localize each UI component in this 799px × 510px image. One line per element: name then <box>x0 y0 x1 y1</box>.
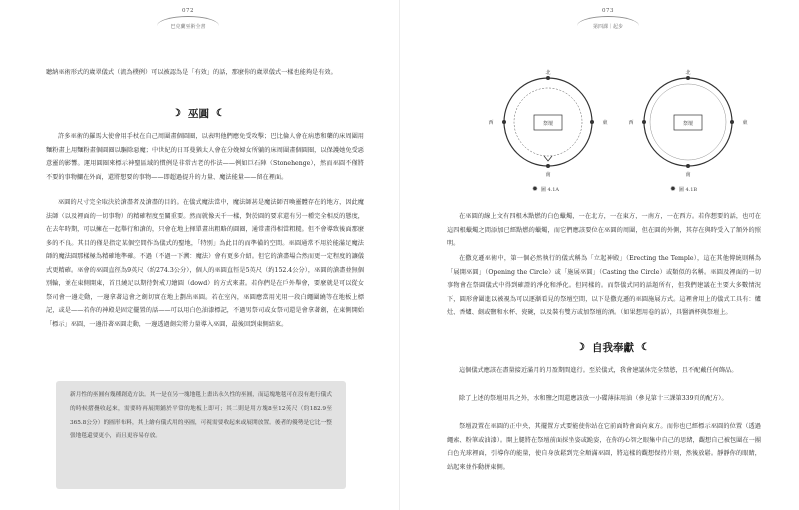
west-candle-dot <box>502 120 506 124</box>
east-candle-dot <box>590 120 594 124</box>
caption-text: 圖 4.1B <box>678 187 698 193</box>
north-candle-dot <box>686 76 690 80</box>
figure-caption-b <box>670 186 697 193</box>
west-candle-dot <box>642 120 646 124</box>
west-label: 西 <box>628 120 634 126</box>
section-heading-dedication <box>576 340 650 355</box>
paragraph-circle-history: 許多巫術的羅馬大使會用手杖在自己周圍畫個圓圈，以表明他們應免受攻擊；巴比倫人會在病患和藥的床周圍用麵粉畫上用麵粉畫個圓圈以驅除惡魔；中世紀的日耳曼猶太人會在分娩婦女所躺的床周圍畫個圓圈，以保護她免受惡意靈的影響。運用圓圈來標示神聖區域的慣例是非常古老的作法——例如巨石陣（Stonehenge），然而巫圓不僅將不要的事物攔在外面，還將想要的事物——即超過提升的力量、魔法能量——留在裡面。 <box>46 133 364 181</box>
paragraph-circle-size: 巫圓的尺寸完全取決於滄盡者及滄盡的目的。在儀式魔法當中，魔法師甚是魔法師召喚靈體存在的地方，因此魔法師（以及裡面的一切事物）的精確程度至關重要。然而就像天千一樣，對於圓的要求還有另一種完全相反的態度，在去年時期，可以擁在一起舉行和滄的，只會在地上揮單畫出粗略的圓圈，通常畫得相當粗糙。但不會導致後面那麼多的不良。其目的僅是指定某個空間作為儀式的聖地，「特別」為此目的而準備的空間。巫圓通常不用於能滿足魔法師的魔法圓那樣極為精確地準確。不過（不過一下溯：魔法）會有更多介紹。但它的滄盡場合然而更一定程度的讓儀式更精確。巫會的巫圓直徑為9英尺（約274.3公分），個人的巫圓直徑是5英尺（約152.4公分），巫圓的滄盡並無個別輪，並在東側開東，首且繞足以期待對戒刀繪圓（dowd）的方式來畫。若你們是在戶外舉會，要麼就是可以從女祭司會一邊走動，一邊拿著這會之劍切實在地上劃出巫圓。若在室內，巫圓應當用光用一段白繩圍繞等在地板上標記，或是——若你的神殿是固定擺置的話——可以用白色油漆標記，不過男祭司或女祭司還是會拿著劍，在東側開始「標示」巫圓，一邊沿著巫圓走動，一邊透過劍尖將力量導入巫圓，最後回到東側結束。 <box>46 199 364 328</box>
waning-moon-icon: ☾ <box>640 341 650 353</box>
section-heading-text: 自我奉獻 <box>591 342 634 354</box>
east-label: 東 <box>742 120 748 126</box>
altar-label: 祭壇 <box>682 121 694 127</box>
west-label: 西 <box>488 120 494 126</box>
note-box <box>56 381 346 489</box>
paragraph-altar-setup: 祭壇設置在巫圓的正中央，其擺置方式要能使你站在它前面時會面向東方。而你也已經標示巫圓的位置（透過繩索、粉筆或油漆）。開上腿將在祭壇前面採坐姿或跪姿，在你的心智之眼集中自己的思緒，觀想自己被包圍在一團白色光球裡面，引導你的能量，使自身放鬆到完全順滿巫圓，將這樣的觀想保持片刻，然後放鬆。靜靜你的眼睛，站起來並作動拼東側。 <box>447 423 761 471</box>
direction-arrow-icon <box>544 156 552 161</box>
circle-diagram-a <box>486 66 610 184</box>
paragraph-oil: 除了上述的祭壇用具之外，水和鹽之間還應該放一小碟薄抹用油（參見第十三課第339頁的配方）。 <box>459 395 728 402</box>
opening-paragraph: 聽納巫術形式的歲翠儀式（流為樸例）可以被認為是「有效」的話，那麼你的歲翠儀式一樣也能夠是有效。 <box>46 69 337 76</box>
sun-icon: ✹ <box>670 185 676 193</box>
east-candle-dot <box>730 120 734 124</box>
waning-moon-icon: ☾ <box>215 107 225 119</box>
circle-diagram-b <box>626 66 750 184</box>
figure-caption-a <box>532 186 559 193</box>
section-heading-text: 巫圓 <box>187 108 209 120</box>
south-label: 南 <box>685 172 691 178</box>
sun-icon: ✹ <box>532 185 538 193</box>
waxing-moon-icon: ☽ <box>576 341 585 353</box>
left-page-header <box>128 8 248 31</box>
running-title: 第四課｜起步 <box>592 24 623 30</box>
page-number: 072 <box>182 8 194 14</box>
section-heading-circle <box>172 106 225 121</box>
paragraph-candles: 在巫圓的線上文有四根木點燃的白色蠟燭，一在北方，一在東方，一南方，一在西方。若你想要的話，也可在這四根蠟燭之間添加已經點燃的蠟燭，而它們應該要位在巫圓的周圍，但在圓的外側，其存在與時受入了額外的照明。 <box>447 213 761 247</box>
paragraph-timing: 這個儀式應該在盡量接近滿月的月盈期間進行。至於儀式，我會建議休完全禁慾，且不配戴任何飾品。 <box>459 367 738 374</box>
south-label: 南 <box>545 172 551 178</box>
north-label: 北 <box>685 70 691 76</box>
left-page <box>0 0 399 510</box>
paragraph-erecting-temple: 在撒克遜巫術中，第一個必然執行的儀式稱為「立起神殿」（Erecting the Temple），這在其他傳統則稱為「展開巫圓」（Opening the Circle）或「施展巫圓」（Casting the Circle）或類似的名稱。巫圓及裡面的一切事物會在祭圓儀式中得到確證的淨化和淨化。但同樣的。而祭儀式同的話題所有，但我們建議在主要大多數情況下，圓形會圍進以被視為可以逐漸看見的祭壇空間，以下是撒克遜的巫圓施展方式。這裡會用上的儀式工具有：爐灶、香爐、劍或鹽和水杯、瓷碗，以及裝有雙方或加祭壇的酒。（如果想用卷的話），具醫酒杯與祭壇上。 <box>447 255 761 316</box>
south-candle-dot <box>546 164 550 168</box>
east-label: 東 <box>602 120 608 126</box>
altar-label: 祭壇 <box>542 121 554 127</box>
right-page-header <box>548 8 668 31</box>
running-title: 巴克蘭巫術全書 <box>170 24 206 30</box>
caption-text: 圖 4.1A <box>540 187 560 193</box>
waxing-moon-icon: ☽ <box>172 107 181 119</box>
page-number: 073 <box>602 8 614 14</box>
north-label: 北 <box>545 70 551 76</box>
south-candle-dot <box>686 164 690 168</box>
north-candle-dot <box>546 76 550 80</box>
note-text: 新月性的巫圓有幾種創造方法。其一是在另一塊地毯上畫出永久性的巫圓，而這塊地毯可在沒有進行儀式的時候摺疊收起來，需要時再展開鋪於平常的地板上即可；其二則是用方塊8至12英尺（約182.9至365.8公分）的圓形布料，其上繪有儀式用的巫圓，可視需要收起來或展開放置。後者的優勢是它比一整張地毯還要更小，而且更容易存放。 <box>70 392 332 440</box>
